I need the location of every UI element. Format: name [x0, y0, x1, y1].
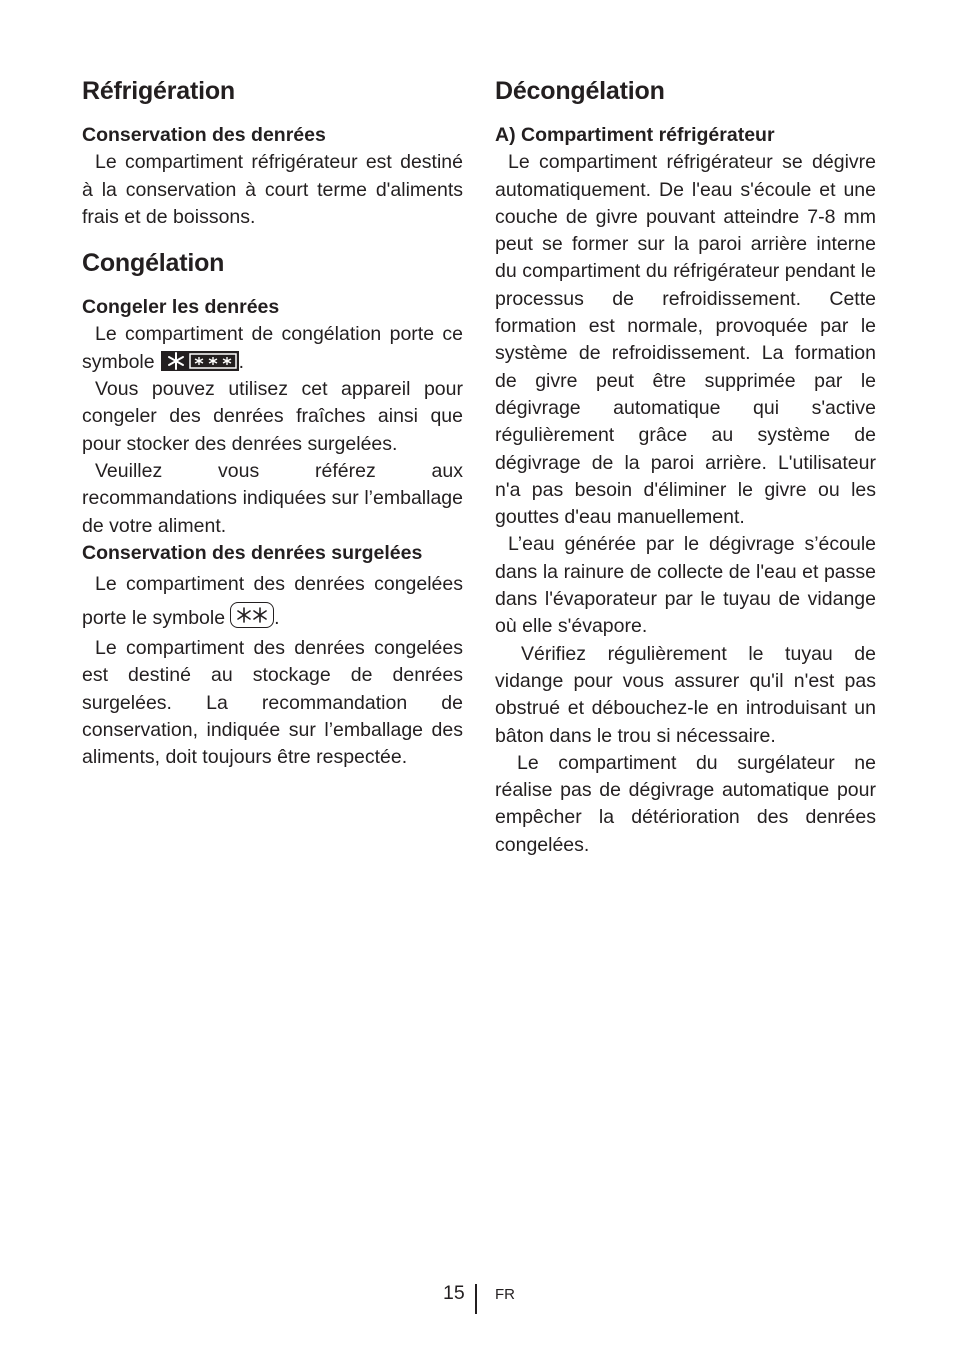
paragraph-verifiez: Vérifiez régulièrement le tuyau de vidange pour vous assurer qu'il n'est pas obstrué et débouchez-le en introduisant un bâton dans le trou si nécessaire. — [495, 642, 876, 747]
period: . — [238, 350, 245, 373]
paragraph-degivre: Le compartiment réfrigérateur se dégivre automatiquement. De l'eau s'écoule et une couche de givre pouvant atteindre 7-8 mm peut se former sur la paroi arrière interne du compartiment du réfrigérateur pendant le processus de refroidissement. Cette formation est normale, provoquée par le système de refroidissement. La formation de givre peut être supprimée par le dégivrage automatique qui s'active régulièrement grâce au système de dégivrage de la paroi arrière. L'utilisateur n'a pas besoin d'éliminer le givre ou les gouttes d'eau manuellement. — [495, 151, 876, 529]
heading-refrigeration: Réfrigération — [82, 77, 235, 105]
paragraph-stockage: Le compartiment des denrées congelées est destiné au stockage de denrées surgelées. La recommandation de conservation, indiquée sur l’emballage des aliments, doit toujours être respectée. — [82, 637, 463, 769]
paragraph-referez: Veuillez vous référez aux recommandations indiquées sur l’emballage de votre aliment. — [82, 459, 463, 537]
paragraph-symbol-freezer-text: Le compartiment de congélation porte ce symbole — [82, 323, 463, 373]
paragraph-symbol-frozen-text: Le compartiment des denrées congelées porte le symbole — [82, 573, 463, 630]
paragraph-symbol-freezer — [82, 321, 463, 376]
four-star-freezer-symbol-icon — [161, 351, 239, 371]
language-code: FR — [495, 1286, 515, 1303]
paragraph-conservation: Le compartiment réfrigérateur est destiné à la conservation à court terme d'aliments frais et de boissons. — [82, 151, 463, 228]
footer-divider — [475, 1284, 477, 1314]
heading-decongelation: Décongélation — [495, 77, 665, 105]
page-footer — [0, 1280, 954, 1314]
paragraph-eau: L’eau générée par le dégivrage s’écoule dans la rainure de collecte de l'eau et passe dans l'évaporateur par le tuyau de vidange où elle s'évapore. — [495, 533, 876, 638]
paragraph-symbol-frozen — [82, 567, 463, 635]
subheading-surgelees: Conservation des denrées surgelées — [82, 541, 423, 564]
paragraph-utiliser: Vous pouvez utilisez cet appareil pour congeler des denrées fraîches ainsi que pour stocker des denrées surgelées. — [82, 378, 463, 455]
period: . — [274, 607, 280, 630]
right-column — [495, 72, 876, 859]
paragraph-surgelateur: Le compartiment du surgélateur ne réalise pas de dégivrage automatique pour empêcher la détérioration des denrées congelées. — [495, 751, 876, 856]
subheading-compartiment-refrigerateur: A) Compartiment réfrigérateur — [495, 124, 775, 146]
subheading-congeler: Congeler les denrées — [82, 296, 280, 319]
left-column — [82, 72, 463, 772]
two-star-frozen-symbol-icon — [230, 602, 274, 628]
page-number: 15 — [443, 1282, 465, 1304]
heading-congelation: Congélation — [82, 249, 225, 278]
subheading-conservation: Conservation des denrées — [82, 124, 326, 146]
